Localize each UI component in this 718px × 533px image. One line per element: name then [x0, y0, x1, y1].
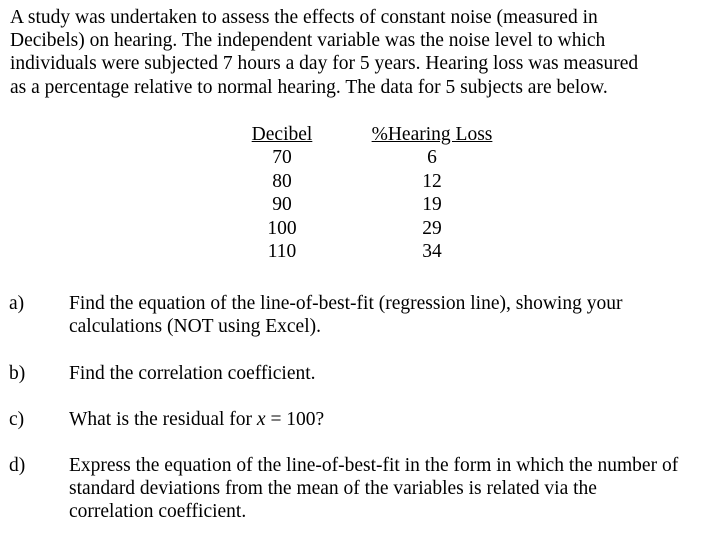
hearing-loss-header: %Hearing Loss [371, 124, 493, 145]
decibel-header: Decibel [251, 124, 313, 145]
question-line: calculations (NOT using Excel). [69, 316, 321, 337]
hearing-loss-cell: 34 [422, 241, 442, 262]
decibel-cell: 80 [272, 170, 292, 192]
hearing-loss-cell: 29 [422, 217, 442, 239]
decibel-cell: 90 [272, 194, 292, 215]
statement-line: Decibels) on hearing. The independent variable was the noise level to which [10, 30, 606, 52]
question-text [69, 454, 709, 523]
hearing-loss-cell: 12 [422, 170, 442, 192]
question-line: Find the equation of the line-of-best-fit (regression line), showing your [69, 293, 623, 314]
question-text [69, 362, 709, 385]
question-post-text: = 100? [265, 409, 325, 430]
hearing-loss-cell: 19 [422, 194, 442, 215]
question-letter: c) [9, 409, 25, 430]
question-line: Find the correlation coefficient. [69, 363, 316, 384]
decibel-cell: 110 [267, 241, 297, 262]
question-line: standard deviations from the mean of the variables is related via the [69, 478, 597, 499]
variable-x: x [256, 409, 266, 430]
question-text [69, 292, 709, 338]
question-line: Express the equation of the line-of-best-fit in the form in which the number of [69, 455, 679, 476]
question-letter: d) [9, 455, 26, 476]
question-letter: a) [9, 293, 25, 314]
statement-line: as a percentage relative to normal hearing. The data for 5 subjects are below. [10, 76, 608, 98]
question-line: correlation coefficient. [69, 501, 247, 522]
question-text [69, 408, 709, 431]
statement-line: A study was undertaken to assess the effects of constant noise (measured in [10, 7, 598, 28]
question-letter: b) [9, 363, 26, 384]
question-line [69, 408, 709, 431]
decibel-column [247, 124, 317, 264]
hearing-loss-column [367, 124, 497, 264]
decibel-cell: 100 [267, 217, 297, 239]
hearing-loss-cell: 6 [427, 147, 437, 168]
decibel-cell: 70 [272, 147, 292, 168]
problem-statement [10, 6, 710, 99]
question-pre-text: What is the residual for [69, 409, 257, 430]
statement-line: individuals were subjected 7 hours a day for 5 years. Hearing loss was measured [10, 53, 639, 75]
